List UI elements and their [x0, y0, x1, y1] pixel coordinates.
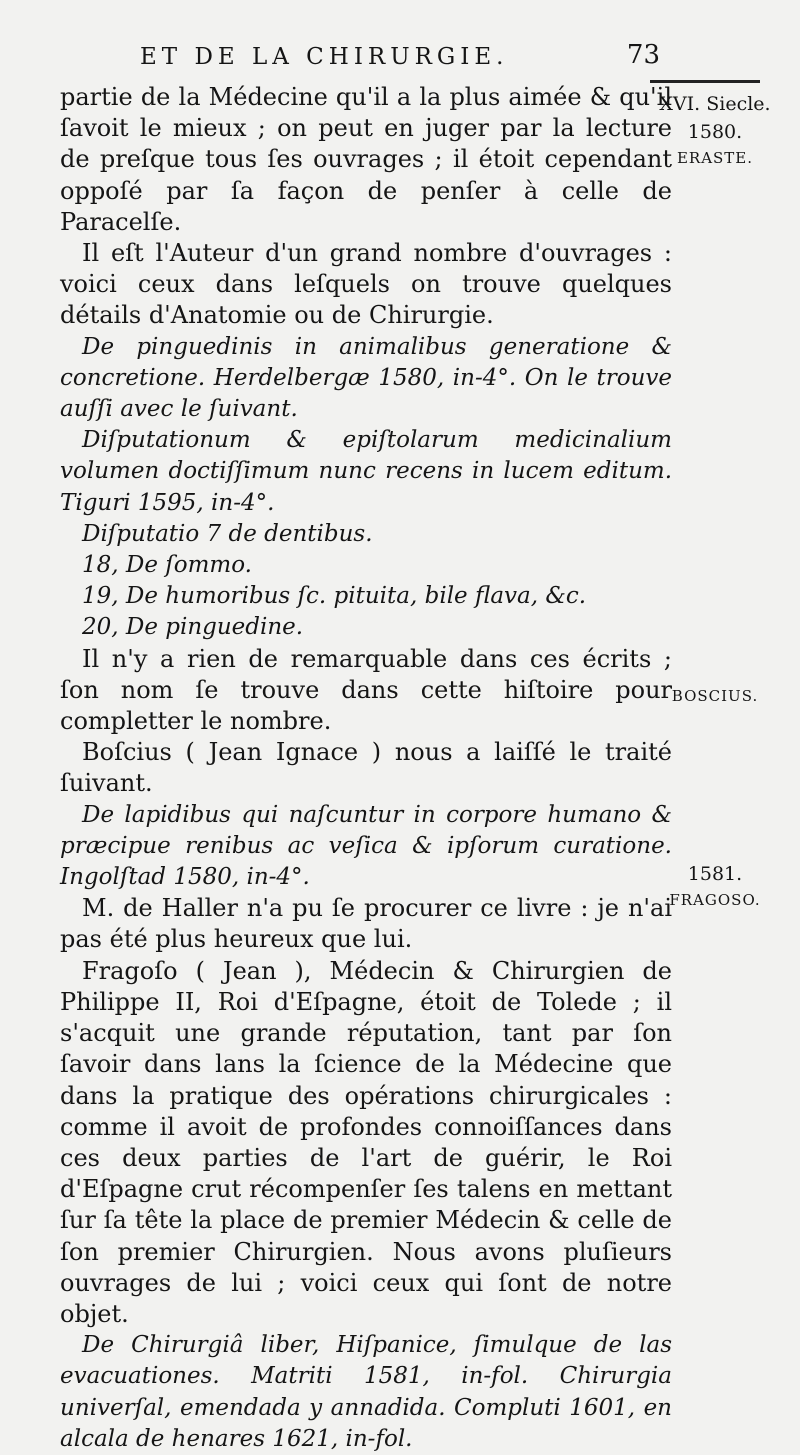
margin-note-erastus: ERASTE.	[676, 149, 754, 167]
paragraph: Boſcius ( Jean Ignace ) nous a laiſſé le traité ſuivant.	[60, 738, 672, 798]
bibliography-entry: 19, De humoribus ſc. pituita, bile flava, &c.	[82, 583, 587, 610]
paragraph: Il n'y a rien de remarquable dans ces écrits ; ſon nom ſe trouve dans cette hiſtoire pour completter le nombre.	[60, 644, 672, 736]
bibliography-entry: Diſputationum & epiſtolarum medicinalium volumen doctiſſimum nunc recens in lucem editum. Tiguri 1595, in-4°.	[60, 427, 672, 516]
bibliography-entry: Diſputatio 7 de dentibus.	[82, 520, 373, 547]
bibliography-entry: 20, De pinguedine.	[82, 614, 304, 641]
bibliography-entry: De lapidibus qui naſcuntur in corpore humano & præcipue renibus ac veſica & ipſorum curatione. Ingolſtad 1580, in-4°.	[60, 801, 672, 891]
paragraph: M. de Haller n'a pu ſe procurer ce livre : je n'ai pas été plus heureux que lui.	[60, 894, 672, 954]
header-title: ET DE LA CHIRURGIE.	[140, 44, 509, 70]
bibliography-entry: De pinguedinis in animalibus generatione & concretione. Herdelbergæ 1580, in-4°. On le trouve auſſi avec le ſuivant.	[60, 333, 672, 423]
margin-note-fragoso: FRAGOSO.	[669, 891, 761, 909]
margin-note-year: 1580.	[687, 121, 743, 143]
margin-note-boscius: BOSCIUS.	[671, 687, 759, 705]
main-text	[60, 82, 672, 1455]
paragraph: Fragoſo ( Jean ), Médecin & Chirurgien de Philippe II, Roi d'Eſpagne, étoit de Tolede ; il s'acquit une grande réputation, tant par ſon ſavoir dans lans la ſcience de la Médecine que dans la pratique des opérations chirurgicales : comme il avoit de profondes connoiſſances dans ces deux parties de l'art de guérir, le Roi d'Eſpagne crut récompenſer ſes talens en mettant ſur ſa tête la place de premier Médecin & celle de ſon premier Chirurgien. Nous avons pluſieurs ouvrages de lui ; voici ceux qui ſont de notre objet.	[60, 956, 672, 1328]
running-header	[140, 38, 660, 78]
paragraph: partie de la Médecine qu'il a la plus aimée & qu'il ſavoit le mieux ; on peut en juger par la lecture de preſque tous ſes ouvrages ; il étoit cependant oppoſé par ſa façon de penſer à celle de Paracelſe.	[60, 83, 672, 236]
bibliography-entry: 18, De ſommo.	[82, 552, 252, 579]
bibliography-entry: De Chirurgiâ liber, Hiſpanice, ſimulque de las evacuationes. Matriti 1581, in-fol. Chirurgia univerſal, emendada y annadida. Compluti 1601, en alcala de henares 1621, in-fol.	[60, 1332, 672, 1452]
margin-note-year-1581: 1581.	[687, 863, 743, 885]
paragraph: Il eſt l'Auteur d'un grand nombre d'ouvrages : voici ceux dans leſquels on trouve quelques détails d'Anatomie ou de Chirurgie.	[60, 239, 672, 330]
page-number: 73	[626, 40, 660, 70]
margin-note-century: XVI. Siecle.	[659, 93, 771, 115]
